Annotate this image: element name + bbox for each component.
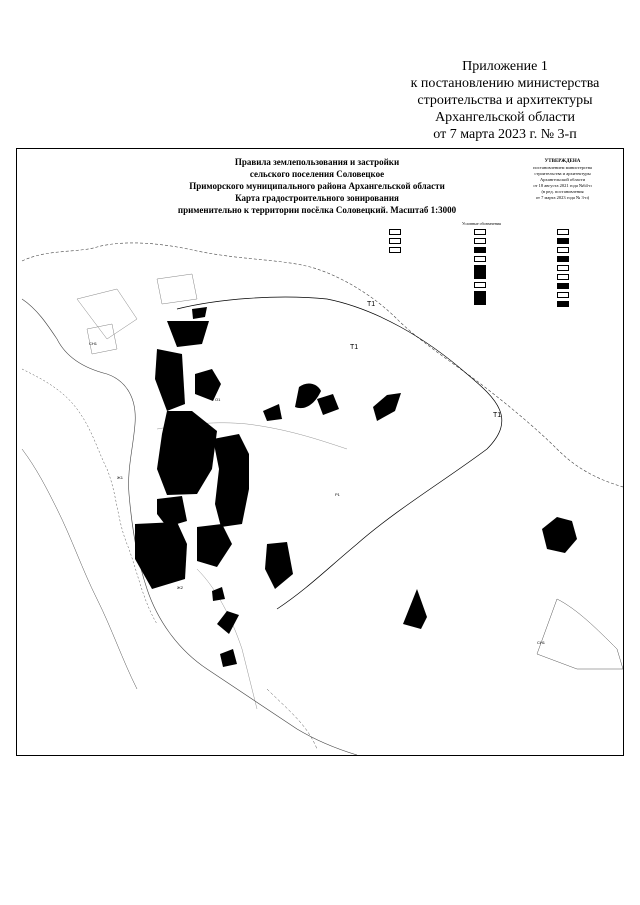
zoning-map[interactable] <box>16 148 624 756</box>
stamp-line: Архангельской области <box>540 177 585 182</box>
road <box>197 569 257 709</box>
legend-item <box>557 229 571 235</box>
zone-polygon <box>157 411 217 495</box>
legend-item <box>474 256 488 262</box>
zone-label: О1 <box>277 415 283 420</box>
legend-swatch <box>474 247 486 253</box>
legend-swatch <box>557 274 569 280</box>
legend-column <box>474 229 488 308</box>
legend-item <box>474 291 488 305</box>
legend-item <box>474 247 488 253</box>
zone-polygon <box>135 522 187 589</box>
zone-label: Д1 <box>557 534 562 539</box>
legend-column <box>389 229 403 256</box>
coastline <box>22 369 157 624</box>
zone-label: Ж1 <box>147 540 153 545</box>
parcel-boundary <box>157 274 197 304</box>
legend-item <box>557 256 571 262</box>
legend-swatch <box>557 301 569 307</box>
map-legend <box>389 229 619 379</box>
legend-swatch <box>474 238 486 244</box>
legend-swatch <box>474 256 486 262</box>
legend-swatch <box>474 265 486 279</box>
legend-item <box>389 247 403 253</box>
map-title <box>137 156 497 216</box>
legend-item <box>557 292 571 298</box>
legend-swatch <box>557 265 569 271</box>
appendix-line: строительства и архитектуры <box>417 93 593 108</box>
zone-polygon <box>155 349 185 411</box>
zone-label: Ж1 <box>117 475 123 480</box>
legend-item <box>389 229 403 235</box>
map-title-line: Карта градостроительного зонирования <box>235 193 399 203</box>
zone-polygon <box>403 589 427 629</box>
zone-polygon <box>212 587 225 601</box>
stamp-line: от 7 марта 2023 года № 3-п) <box>535 195 590 200</box>
zone-polygon <box>295 384 321 409</box>
coastline <box>22 299 357 755</box>
stamp-line: УТВЕРЖДЕНА <box>544 159 581 164</box>
zone-label: О1 <box>215 397 221 402</box>
stamp-line: (в ред. постановления <box>541 189 584 194</box>
legend-swatch <box>389 238 401 244</box>
zone-polygon <box>197 524 232 567</box>
appendix-line: к постановлению министерства <box>410 76 600 91</box>
zone-label: Р1 <box>335 492 340 497</box>
zone-label: Р1 <box>197 308 202 313</box>
legend-swatch <box>557 229 569 235</box>
zone-polygon <box>317 394 339 415</box>
map-title-line: Приморского муниципального района Архангельской области <box>189 181 445 191</box>
legend-item <box>557 238 571 244</box>
coastline <box>22 449 137 689</box>
zone-polygon <box>373 393 401 421</box>
legend-swatch <box>557 238 569 244</box>
zone-label: Т1 <box>367 301 376 308</box>
parcel-boundary <box>77 289 137 339</box>
zone-label: Т1 <box>350 344 359 351</box>
zone-polygon <box>167 321 209 347</box>
zone-polygon <box>220 649 237 667</box>
zone-polygon <box>213 434 249 527</box>
zone-label: СН1 <box>89 341 98 346</box>
zone-polygon <box>217 611 239 634</box>
legend-item <box>389 238 403 244</box>
legend-swatch <box>474 291 486 305</box>
stamp-line: постановлением министерства <box>533 165 592 170</box>
zone-label: Ж2 <box>177 585 183 590</box>
approval-stamp <box>505 159 620 201</box>
map-title-line: сельского поселения Соловецкое <box>249 169 385 179</box>
legend-item <box>557 265 571 271</box>
appendix-header <box>380 58 630 143</box>
legend-swatch <box>474 229 486 235</box>
legend-column <box>557 229 571 310</box>
appendix-line: Приложение 1 <box>462 59 548 74</box>
appendix-line: Архангельской области <box>435 110 575 125</box>
zone-label: СН1 <box>537 640 546 645</box>
parcel-boundary <box>537 599 623 669</box>
legend-title: Условные обозначения <box>462 221 501 226</box>
legend-item <box>474 229 488 235</box>
parcel-boundary <box>267 689 317 749</box>
map-title-line: Правила землепользования и застройки <box>234 157 400 167</box>
legend-item <box>557 283 571 289</box>
legend-swatch <box>557 283 569 289</box>
legend-item <box>557 301 571 307</box>
legend-item <box>557 247 571 253</box>
legend-swatch <box>557 247 569 253</box>
zone-polygon <box>265 542 293 589</box>
legend-swatch <box>557 292 569 298</box>
parcel-boundary <box>87 324 117 354</box>
legend-swatch <box>389 247 401 253</box>
legend-swatch <box>474 282 486 288</box>
legend-item <box>557 274 571 280</box>
legend-item <box>474 282 488 288</box>
legend-swatch <box>557 256 569 262</box>
legend-item <box>474 238 488 244</box>
stamp-line: строительства и архитектуры <box>534 171 591 176</box>
zone-label: Т1 <box>493 412 502 419</box>
stamp-line: от 18 августа 2021 года №64-п <box>533 183 592 188</box>
map-title-line: применительно к территории посёлка Соловецкий. Масштаб 1:3000 <box>177 205 457 215</box>
legend-item <box>474 265 488 279</box>
legend-swatch <box>389 229 401 235</box>
appendix-line: от 7 марта 2023 г. № 3-п <box>433 127 577 142</box>
